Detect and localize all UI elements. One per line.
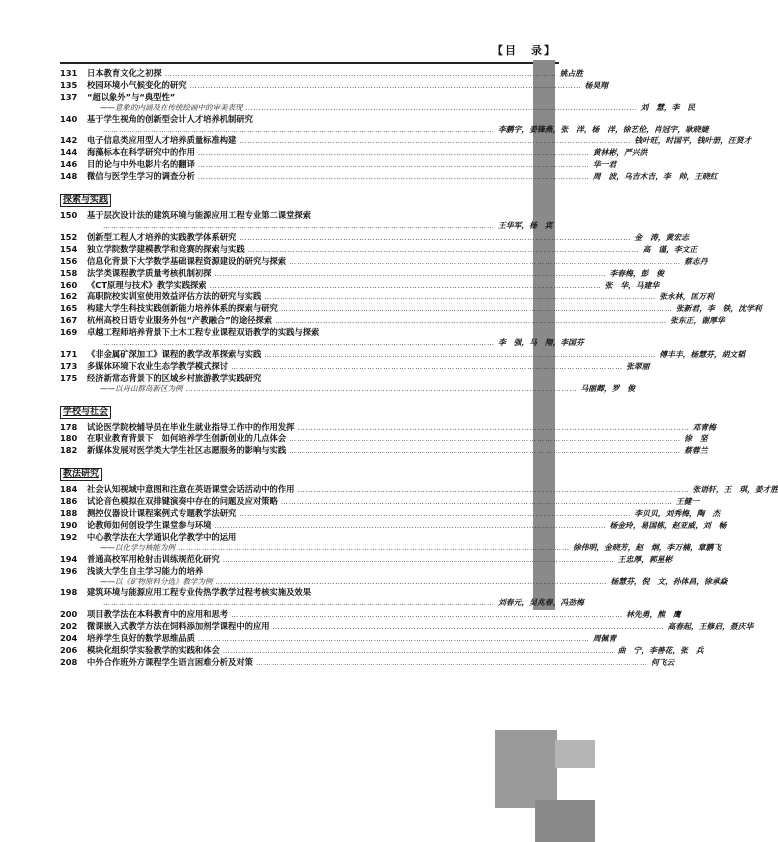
entry-title: 构建大学生科技实践创新能力培养体系的探索与研究: [87, 303, 278, 314]
toc-entry-line: [60, 609, 681, 621]
toc-entry-line: [60, 542, 722, 554]
toc-entry-line: [60, 633, 617, 645]
toc-entry[interactable]: [60, 68, 584, 80]
toc-entry-line: [60, 315, 725, 327]
toc-entry-line: [60, 553, 673, 566]
toc-entry[interactable]: [60, 496, 700, 508]
entry-title: 微信与医学生学习的调查分析: [87, 171, 195, 182]
toc-entry-line: [60, 124, 709, 136]
toc-entry-line: [60, 303, 762, 315]
entry-author: 王忠厚，郭星彬: [617, 554, 673, 564]
entry-author: 傅丰丰，杨慧芬，胡文韬: [659, 349, 746, 359]
page-number: 171: [60, 348, 78, 359]
toc-entry-line: [60, 279, 660, 292]
entry-title: 在职业教育背景下 如何培养学生创新创业的几点体会: [87, 433, 287, 444]
entry-author: 刘春元，吴兆春，冯劲梅: [498, 598, 584, 608]
entry-title: 法学类课程教学质量考核机制初探: [87, 267, 212, 278]
toc-entry[interactable]: [60, 291, 714, 303]
toc-entry[interactable]: [60, 231, 689, 244]
dot-leader: …………………………………………………………………………………………………………………………………: [264, 293, 657, 302]
entry-title: 建筑环境与能源应用工程专业传热学教学过程考核实施及效果: [87, 587, 312, 598]
dot-leader: …………………………………………………………………………………………………………………………………: [247, 245, 640, 254]
entry-author: 高 谨，李文正: [642, 244, 698, 254]
dot-leader: …………………………………………………………………………………………………………………………………: [164, 70, 557, 78]
entry-author: 徐伟明，金晓芳，赵 炯，李万楠，章鹏飞: [573, 542, 722, 552]
section-heading-label: 教法研究: [60, 468, 102, 481]
entry-title: 多媒体环境下农业生态学教学模式探讨: [87, 360, 229, 371]
page-number: 192: [60, 531, 78, 542]
page-number: 131: [60, 68, 78, 78]
dot-leader: …………………………………………………………………………………………………………………………………: [255, 658, 648, 667]
toc-entry-line: [60, 243, 698, 256]
page-number: 146: [60, 159, 78, 170]
toc-entry[interactable]: [60, 421, 716, 434]
toc-entry-line: [60, 508, 721, 520]
toc-entry[interactable]: [60, 79, 608, 92]
entry-author: 李鹏宇，姜锋燕，张 洋，杨 洋，徐艺伦，肖冠宇，耿晓婕: [498, 124, 709, 134]
entry-title: 项目教学法在本科教育中的应用和思考: [87, 609, 229, 620]
toc-entry-line: [60, 147, 648, 159]
page-number: 204: [60, 633, 78, 644]
page-number: 158: [60, 267, 78, 278]
page-number: 154: [60, 243, 78, 254]
entry-title: 《CT原理与技术》教学实践探索: [87, 279, 207, 290]
page-header-title: 【目 录】: [492, 44, 557, 57]
dot-leader: …………………………………………………………………………………………………………………………………: [103, 221, 495, 230]
toc-entry-line: [60, 68, 584, 80]
page-number: 186: [60, 496, 78, 507]
dot-leader: …………………………………………………………………………………………………………………………………: [297, 423, 690, 432]
page-number: 200: [60, 609, 78, 620]
table-of-contents: [60, 68, 778, 669]
page-number: 206: [60, 644, 78, 655]
entry-title: 目的论与中外电影片名的翻译: [87, 159, 195, 170]
entry-title: 经济新常态背景下的区域乡村旅游教学实践研究: [87, 372, 262, 383]
toc-entry[interactable]: [60, 267, 665, 280]
dot-leader: …………………………………………………………………………………………………………………………………: [197, 635, 590, 644]
dot-leader: …………………………………………………………………………………………………………………………………: [289, 435, 682, 444]
toc-entry[interactable]: [60, 445, 708, 457]
entry-author: 张翠丽: [626, 361, 650, 371]
entry-author: 李春梅，彭 俊: [609, 268, 665, 278]
dot-leader: …………………………………………………………………………………………………………………………………: [231, 362, 624, 371]
dot-leader: …………………………………………………………………………………………………………………………………: [272, 623, 665, 632]
toc-entry[interactable]: [60, 621, 754, 633]
page-number: 165: [60, 303, 78, 314]
entry-author: 张语轩，王 琪，姜才胜: [692, 485, 778, 495]
page-number: 208: [60, 656, 78, 667]
dot-leader: …………………………………………………………………………………………………………………………………: [178, 543, 570, 552]
dot-leader: …………………………………………………………………………………………………………………………………: [245, 103, 638, 112]
page-number: 167: [60, 315, 78, 326]
entry-author: 华一君: [592, 160, 617, 170]
toc-entry-line: [60, 360, 650, 373]
toc-entry[interactable]: [60, 243, 698, 256]
toc-entry-line: [60, 159, 617, 171]
entry-subtitle: ——以《矿物原料分选》教学为例: [100, 576, 213, 586]
page-number: 202: [60, 621, 78, 632]
toc-entry-line: [60, 656, 675, 669]
dot-leader: …………………………………………………………………………………………………………………………………: [280, 305, 673, 314]
page-number: 178: [60, 421, 78, 432]
entry-author: 杨金玲，易国栋，赵亚威，刘 畅: [609, 521, 727, 530]
entry-title: 校园环境小气候变化的研究: [87, 79, 187, 90]
entry-author: 金 涛，黄宏志: [634, 232, 689, 242]
page-number: 160: [60, 279, 78, 290]
entry-title: 创新型工程人才培养的实践教学体系研究: [87, 231, 237, 242]
entry-title: 浅谈大学生自主学习能力的培养: [87, 565, 204, 576]
toc-entry-line: [60, 79, 608, 92]
entry-title: 基于层次设计法的建筑环境与能源应用工程专业第二课堂探索: [87, 210, 312, 221]
dot-leader: …………………………………………………………………………………………………………………………………: [215, 577, 608, 586]
toc-entry-line: [60, 102, 696, 114]
toc-entry-line: [60, 520, 727, 532]
entry-author: 刘 慧，李 民: [640, 102, 696, 112]
toc-entry[interactable]: [60, 644, 704, 657]
page-number: 184: [60, 484, 78, 495]
entry-title: 信息化背景下大学数学基础课程资源建设的研究与探索: [87, 255, 287, 266]
toc-entry[interactable]: [60, 553, 673, 566]
section-heading: [60, 187, 528, 207]
dot-leader: …………………………………………………………………………………………………………………………………: [231, 611, 624, 620]
entry-author: 周 波，乌吉木吉，李 帅，王晓红: [592, 172, 718, 182]
entry-title: 《非金属矿深加工》课程的教学改革探索与实践: [87, 348, 262, 359]
toc-entry[interactable]: [60, 348, 746, 361]
dot-leader: …………………………………………………………………………………………………………………………………: [103, 339, 495, 348]
dot-leader: …………………………………………………………………………………………………………………………………: [189, 81, 582, 90]
page-number: 140: [60, 113, 78, 124]
entry-title: 高职院校实训室使用效益评估方法的研究与实践: [87, 291, 262, 302]
dot-leader: …………………………………………………………………………………………………………………………………: [103, 125, 495, 134]
page-number: 152: [60, 231, 78, 242]
dot-leader: …………………………………………………………………………………………………………………………………: [185, 384, 578, 393]
header-rule: [60, 62, 559, 64]
toc-entry-line: [60, 267, 665, 280]
toc-entry-line: [60, 484, 778, 496]
toc-entry[interactable]: [60, 508, 721, 520]
toc-entry-line: [60, 644, 704, 657]
entry-title: 海藻标本在科学研究中的作用: [87, 147, 195, 158]
entry-author: 蔡志丹: [684, 256, 708, 266]
toc-entry[interactable]: [60, 255, 708, 268]
toc-entry[interactable]: [60, 135, 752, 147]
entry-author: 王华军，杨 宾: [498, 220, 553, 230]
page-number: 188: [60, 508, 78, 519]
entry-title: 电子信息类应用型人才培养质量标准构建: [87, 135, 237, 146]
toc-entry-line: [60, 383, 636, 395]
entry-title: 试论医学院校辅导员在毕业生就业指导工作中的作用发挥: [87, 421, 295, 432]
entry-title: 卓越工程师培养背景下土木工程专业课程双语教学的实践与探索: [87, 327, 320, 338]
entry-author: 高春起，王修启，聂庆华: [667, 622, 754, 632]
section-heading: [60, 399, 528, 419]
dot-leader: …………………………………………………………………………………………………………………………………: [214, 522, 607, 530]
dot-leader: …………………………………………………………………………………………………………………………………: [289, 447, 682, 456]
dot-leader: …………………………………………………………………………………………………………………………………: [222, 555, 615, 564]
corner-decoration-block: [555, 740, 595, 768]
entry-author: 杨昊翔: [584, 80, 608, 90]
toc-entry[interactable]: [60, 565, 728, 588]
entry-title: 社会认知视域中意图和注意在英语课堂会话活动中的作用: [87, 484, 295, 495]
entry-subtitle: ——意象的内涵及在传统绘画中的审美表现: [100, 102, 243, 112]
toc-entry-line: [60, 348, 746, 361]
dot-leader: …………………………………………………………………………………………………………………………………: [289, 257, 682, 266]
toc-entry[interactable]: [60, 279, 660, 292]
entry-title: 试论音色模拟在双排键演奏中存在的问题及应对策略: [87, 496, 278, 507]
toc-entry[interactable]: [60, 91, 696, 114]
toc-entry-line: [60, 421, 716, 434]
page-number: 156: [60, 255, 78, 266]
toc-entry-line: [60, 220, 553, 232]
entry-author: 李贝贝，刘秀梅，陶 杰: [634, 509, 721, 519]
toc-entry-line: [60, 445, 708, 457]
entry-author: 张永林，匡万利: [659, 292, 714, 302]
page-number: 169: [60, 327, 78, 338]
page-number: 198: [60, 587, 78, 598]
entry-author: 杨慧芬，倪 文，孙体昌，徐承焱: [610, 576, 728, 586]
entry-author: 马丽卿，罗 俊: [580, 383, 636, 393]
entry-author: 周佩青: [592, 634, 617, 644]
section-heading-label: 学校与社会: [60, 406, 111, 419]
dot-leader: …………………………………………………………………………………………………………………………………: [197, 149, 590, 158]
entry-title: 日本教育文化之初探: [87, 68, 162, 78]
page-number: 173: [60, 360, 78, 371]
toc-entry[interactable]: [60, 327, 584, 349]
toc-entry[interactable]: [60, 520, 727, 532]
toc-entry[interactable]: [60, 372, 636, 395]
dot-leader: …………………………………………………………………………………………………………………………………: [222, 646, 615, 655]
entry-author: 姚占胜: [559, 69, 584, 78]
dot-leader: …………………………………………………………………………………………………………………………………: [197, 173, 590, 182]
entry-title: 论教师如何创设学生课堂参与环境: [87, 520, 212, 530]
entry-title: 普通高校军用枪射击训练规范化研究: [87, 553, 220, 564]
toc-entry-line: [60, 135, 752, 147]
toc-entry[interactable]: [60, 633, 617, 645]
entry-title: 微课嵌入式教学方法在饲料添加剂学课程中的应用: [87, 621, 270, 632]
entry-title: “超以象外”与“典型性”: [87, 91, 176, 102]
toc-entry[interactable]: [60, 656, 675, 669]
corner-decoration-block: [495, 730, 557, 808]
entry-author: 钱叶旺，时国平，钱叶册，汪贤才: [634, 136, 752, 146]
entry-author: 曲 宁，李善花，张 兵: [617, 645, 704, 655]
toc-entry[interactable]: [60, 484, 778, 496]
toc-entry-line: [60, 255, 708, 268]
page-number: 175: [60, 372, 78, 383]
toc-entry-line: [60, 576, 728, 588]
toc-entry-line: [60, 231, 689, 244]
toc-entry[interactable]: [60, 609, 681, 621]
dot-leader: …………………………………………………………………………………………………………………………………: [264, 350, 657, 359]
dot-leader: …………………………………………………………………………………………………………………………………: [103, 599, 495, 608]
toc-entry-line: [60, 338, 584, 349]
toc-entry-line: [60, 171, 718, 183]
page-number: 196: [60, 565, 78, 576]
entry-author: 邓青梅: [692, 422, 716, 432]
toc-entry-line: [60, 621, 754, 633]
dot-leader: …………………………………………………………………………………………………………………………………: [280, 498, 673, 507]
toc-entry-line: [60, 291, 714, 303]
page-number: 162: [60, 291, 78, 302]
toc-entry[interactable]: [60, 315, 725, 327]
toc-entry-line: [60, 598, 584, 609]
dot-leader: …………………………………………………………………………………………………………………………………: [239, 510, 632, 519]
entry-author: 王健一: [675, 497, 700, 507]
entry-subtitle: ——以舟山群岛新区为例: [100, 383, 183, 393]
entry-author: 林先勇，熊 鹰: [626, 610, 681, 620]
entry-author: 黄林彬，严兴洪: [592, 148, 648, 158]
toc-entry[interactable]: [60, 531, 722, 554]
entry-author: 张 华，马建华: [604, 280, 660, 290]
section-heading: [60, 461, 528, 481]
dot-leader: …………………………………………………………………………………………………………………………………: [239, 137, 632, 146]
entry-title: 中外合作班外方课程学生语言困难分析及对策: [87, 656, 253, 667]
page-number: 142: [60, 135, 78, 146]
entry-title: 测控仪器设计课程案例式专题教学法研究: [87, 508, 237, 519]
page-number: 137: [60, 91, 78, 102]
dot-leader: …………………………………………………………………………………………………………………………………: [297, 486, 690, 495]
entry-author: 张新君，李 铁，沈学利: [675, 304, 762, 314]
entry-title: 模块化组织学实验教学的实践和体会: [87, 644, 220, 655]
entry-title: 杭州高校日语专业服务外包“产教融合”的途径探索: [87, 315, 273, 326]
toc-entry[interactable]: [60, 210, 553, 232]
page-number: 144: [60, 147, 78, 158]
entry-author: 何飞云: [650, 657, 675, 667]
dot-leader: …………………………………………………………………………………………………………………………………: [275, 317, 668, 326]
toc-entry-line: [60, 496, 700, 508]
toc-entry[interactable]: [60, 113, 709, 136]
dot-leader: …………………………………………………………………………………………………………………………………: [239, 233, 632, 242]
page-number: 180: [60, 433, 78, 444]
entry-title: 基于学生视角的创新型会计人才培养机制研究: [87, 113, 253, 124]
toc-entry[interactable]: [60, 171, 718, 183]
section-heading-label: 探索与实践: [60, 194, 111, 207]
entry-subtitle: ——以化学与核能为例: [100, 542, 175, 552]
toc-entry[interactable]: [60, 433, 708, 445]
toc-entry[interactable]: [60, 360, 650, 373]
entry-author: 张东正，谢厚华: [670, 316, 725, 326]
toc-entry[interactable]: [60, 147, 648, 159]
dot-leader: …………………………………………………………………………………………………………………………………: [214, 269, 607, 278]
entry-author: 蔡蓉兰: [684, 446, 708, 456]
page-number: 190: [60, 520, 78, 530]
entry-title: 独立学院数学建模教学和竞赛的探索与实践: [87, 243, 245, 254]
dot-leader: …………………………………………………………………………………………………………………………………: [209, 281, 602, 290]
corner-decoration-block: [535, 800, 595, 842]
page-number: 135: [60, 79, 78, 90]
page-number: 194: [60, 553, 78, 564]
entry-title: 培养学生良好的数学思维品质: [87, 633, 195, 644]
toc-entry[interactable]: [60, 303, 762, 315]
dot-leader: …………………………………………………………………………………………………………………………………: [197, 161, 590, 170]
entry-author: 李 强，马 翔，李国芬: [498, 338, 584, 348]
entry-title: 新媒体发展对医学类大学生社区志愿服务的影响与实践: [87, 445, 287, 456]
page-number: 148: [60, 171, 78, 182]
entry-title: 中心教学法在大学通识化学教学中的运用: [87, 531, 237, 542]
page-number: 182: [60, 445, 78, 456]
toc-entry-line: [60, 433, 708, 445]
toc-entry[interactable]: [60, 159, 617, 171]
toc-entry[interactable]: [60, 587, 584, 609]
entry-author: 徐 坚: [684, 434, 708, 444]
page-number: 150: [60, 210, 78, 221]
